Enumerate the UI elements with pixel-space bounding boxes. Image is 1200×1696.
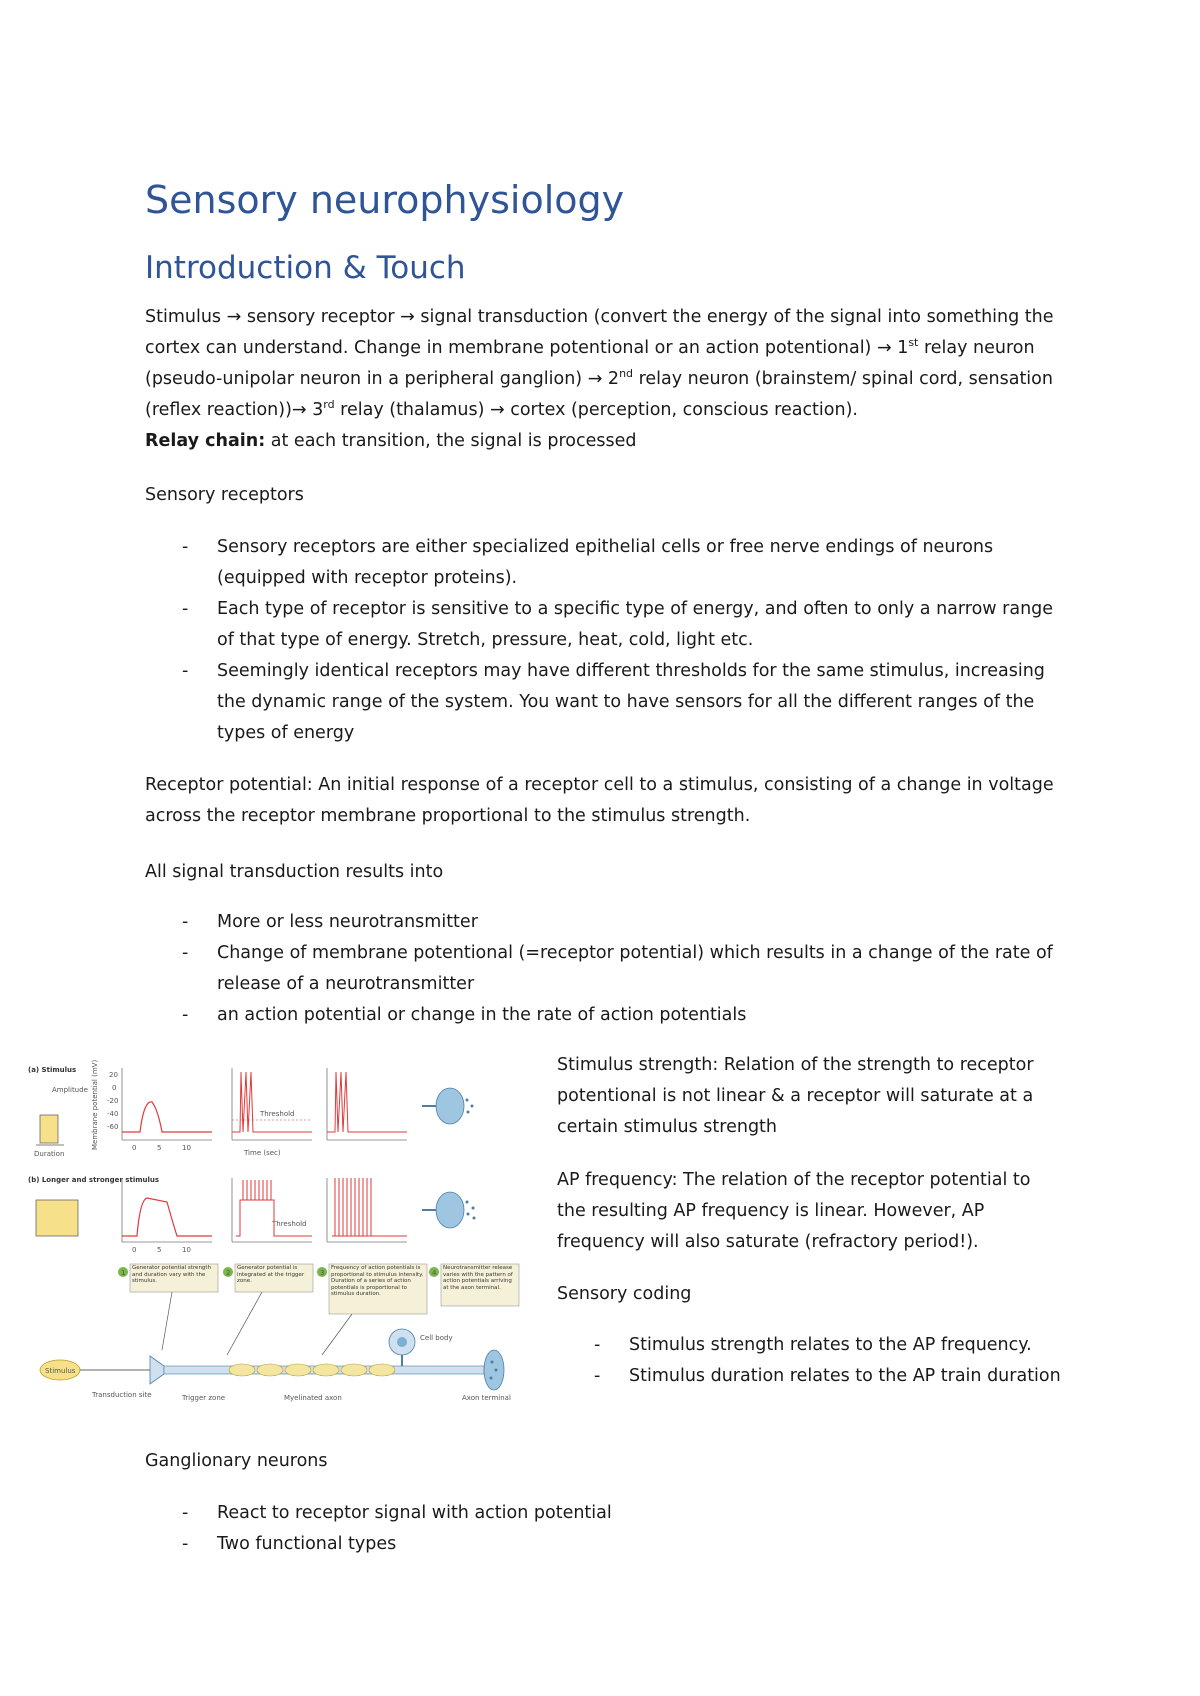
stimulus-strength-paragraph: Stimulus strength: Relation of the strength to receptor potentional is not linear & a receptor will saturate at a certain stimulus strength — [557, 1055, 1034, 1137]
arrow-icon: → — [489, 400, 505, 420]
tick-label: -60 — [107, 1123, 119, 1131]
figure-diagram — [22, 1050, 542, 1420]
intro-text: relay neuron (brainstem/ spinal cord, sensation (reflex reaction)) — [145, 369, 1053, 420]
tick-label: 5 — [157, 1246, 162, 1254]
sensory-coding-heading: Sensory coding — [557, 1284, 692, 1304]
ordinal-suffix: rd — [323, 398, 335, 412]
intro-text: 1 — [891, 338, 909, 358]
sensory-receptors-heading: Sensory receptors — [145, 485, 304, 505]
step-box-1-text: Generator potential strength and duration vary with the stimulus. — [132, 1265, 212, 1284]
step-number: 3 — [320, 1269, 325, 1277]
list-item: - Change of membrane potentional (=receptor potential) which results in a change of the rate of release of a neurotransmitter — [182, 943, 1053, 994]
axon-terminal-label: Axon terminal — [462, 1394, 511, 1402]
panel-a-label: (a) Stimulus — [28, 1066, 77, 1074]
intro-text: 2 — [602, 369, 620, 389]
duration-label: Duration — [34, 1150, 65, 1158]
spikes-b3 — [332, 1178, 407, 1236]
step-box-4-text: Neurotransmitter release varies with the pattern of action potentials arriving at the axon terminal. — [443, 1265, 513, 1291]
list-item: - Stimulus strength relates to the AP frequency. — [594, 1335, 1032, 1355]
list-item: - Stimulus duration relates to the AP train duration — [594, 1366, 1061, 1386]
threshold-label: Threshold — [260, 1110, 295, 1118]
pointer-line — [322, 1314, 352, 1355]
intro-text: relay neuron (pseudo-unipolar neuron in a peripheral ganglion) — [145, 338, 1035, 389]
panel-b-label: (b) Longer and stronger stimulus — [28, 1176, 160, 1184]
list-item: - Each type of receptor is sensitive to a specific type of energy, and often to only a narrow range of that type of energy. Stretch, pressure, heat, cold, light etc. — [182, 599, 1054, 650]
step-number: 4 — [432, 1269, 437, 1277]
sensory-coding-figure — [22, 1050, 542, 1420]
page-title: Sensory neurophysiology — [145, 178, 625, 222]
step-number: 2 — [226, 1269, 231, 1277]
sensory-coding-list — [557, 1330, 1062, 1392]
relay-chain-term: Relay chain: — [145, 431, 266, 451]
step-box-2-text: Generator potential is integrated at the trigger zone. — [237, 1265, 305, 1284]
ganglionary-heading: Ganglionary neurons — [145, 1451, 328, 1471]
axon-terminal — [484, 1350, 504, 1390]
arrow-icon: → — [400, 307, 415, 327]
intro-text: Stimulus — [145, 307, 227, 327]
tick-label: 10 — [182, 1246, 191, 1254]
axon-terminal-icon — [422, 1192, 476, 1228]
time-label: Time (sec) — [244, 1149, 281, 1157]
section-title: Introduction & Touch — [145, 250, 466, 286]
intro-text: 3 — [306, 400, 324, 420]
generator-potential-b — [122, 1198, 212, 1236]
pointer-line — [162, 1292, 172, 1350]
relay-chain-definition: at each transition, the signal is processed — [265, 431, 637, 451]
axon-terminal-icon — [422, 1088, 474, 1124]
cell-body-label: Cell body — [420, 1334, 453, 1342]
step-box-3-text: Frequency of action potentials is proportional to stimulus intensity. Duration of a series of action potentials is proportional to stimulus duration. — [331, 1265, 424, 1297]
list-item: - Seemingly identical receptors may have different thresholds for the same stimulus, increasing the dynamic range of the system. You want to have sensors for all the different ranges of the types of energy — [182, 661, 1045, 743]
tick-label: 20 — [109, 1071, 118, 1079]
trigger-zone-label: Trigger zone — [182, 1394, 226, 1402]
intro-text: relay (thalamus) — [334, 400, 490, 420]
transduction-site — [150, 1356, 164, 1384]
pointer-line — [227, 1292, 262, 1355]
tick-label: -40 — [107, 1110, 119, 1118]
arrow-icon: → — [291, 400, 307, 420]
signal-transduction-list — [145, 907, 1070, 1031]
ganglionary-list — [145, 1498, 1070, 1560]
generator-potential-a — [122, 1102, 212, 1132]
spikes-a3 — [327, 1072, 407, 1132]
spikes-a — [232, 1072, 312, 1132]
tick-label: 10 — [182, 1144, 191, 1152]
ordinal-suffix: st — [908, 336, 919, 350]
amplitude-label: Amplitude — [52, 1086, 88, 1094]
tick-label: 5 — [157, 1144, 162, 1152]
intro-paragraph — [145, 302, 1070, 457]
y-axis-label: Membrane potential (mV) — [91, 1059, 99, 1150]
transduction-site-label: Transduction site — [92, 1391, 152, 1399]
intro-text: signal transduction (convert the energy of the signal into something the cortex can understand. Change in membrane potentional or an action potentional) — [145, 307, 1054, 358]
threshold-label: Threshold — [272, 1220, 307, 1228]
intro-text: cortex (perception, conscious reaction). — [504, 400, 858, 420]
list-item: - an action potential or change in the rate of action potentials — [182, 1005, 747, 1025]
myelinated-axon-label: Myelinated axon — [284, 1394, 342, 1402]
tick-label: -20 — [107, 1097, 119, 1105]
nucleus — [397, 1337, 407, 1347]
ordinal-suffix: nd — [619, 367, 634, 381]
stimulus-label: Stimulus — [45, 1367, 76, 1375]
tick-label: 0 — [132, 1246, 137, 1254]
arrow-icon: → — [876, 338, 892, 358]
list-item: - Two functional types — [182, 1534, 397, 1554]
tick-label: 0 — [112, 1084, 117, 1092]
tick-label: 0 — [132, 1144, 137, 1152]
intro-text: sensory receptor — [241, 307, 401, 327]
step-number: 1 — [121, 1269, 126, 1277]
arrow-icon: → — [587, 369, 603, 389]
ap-frequency-paragraph: AP frequency: The relation of the receptor potential to the resulting AP frequency is linear. However, AP frequency will also saturate (refractory period!). — [557, 1170, 1031, 1252]
list-item: - React to receptor signal with action potential — [182, 1503, 612, 1523]
sensory-receptors-list — [145, 532, 1070, 749]
stimulus-small-box — [40, 1115, 58, 1143]
signal-transduction-heading: All signal transduction results into — [145, 862, 444, 882]
stimulus-large-box — [36, 1200, 78, 1236]
arrow-icon: → — [226, 307, 242, 327]
list-item: - More or less neurotransmitter — [182, 912, 478, 932]
receptor-potential-paragraph: Receptor potential: An initial response of a receptor cell to a stimulus, consisting of a change in voltage across the receptor membrane proportional to the stimulus strength. — [145, 775, 1054, 826]
list-item: - Sensory receptors are either specialized epithelial cells or free nerve endings of neurons (equipped with receptor proteins). — [182, 537, 994, 588]
